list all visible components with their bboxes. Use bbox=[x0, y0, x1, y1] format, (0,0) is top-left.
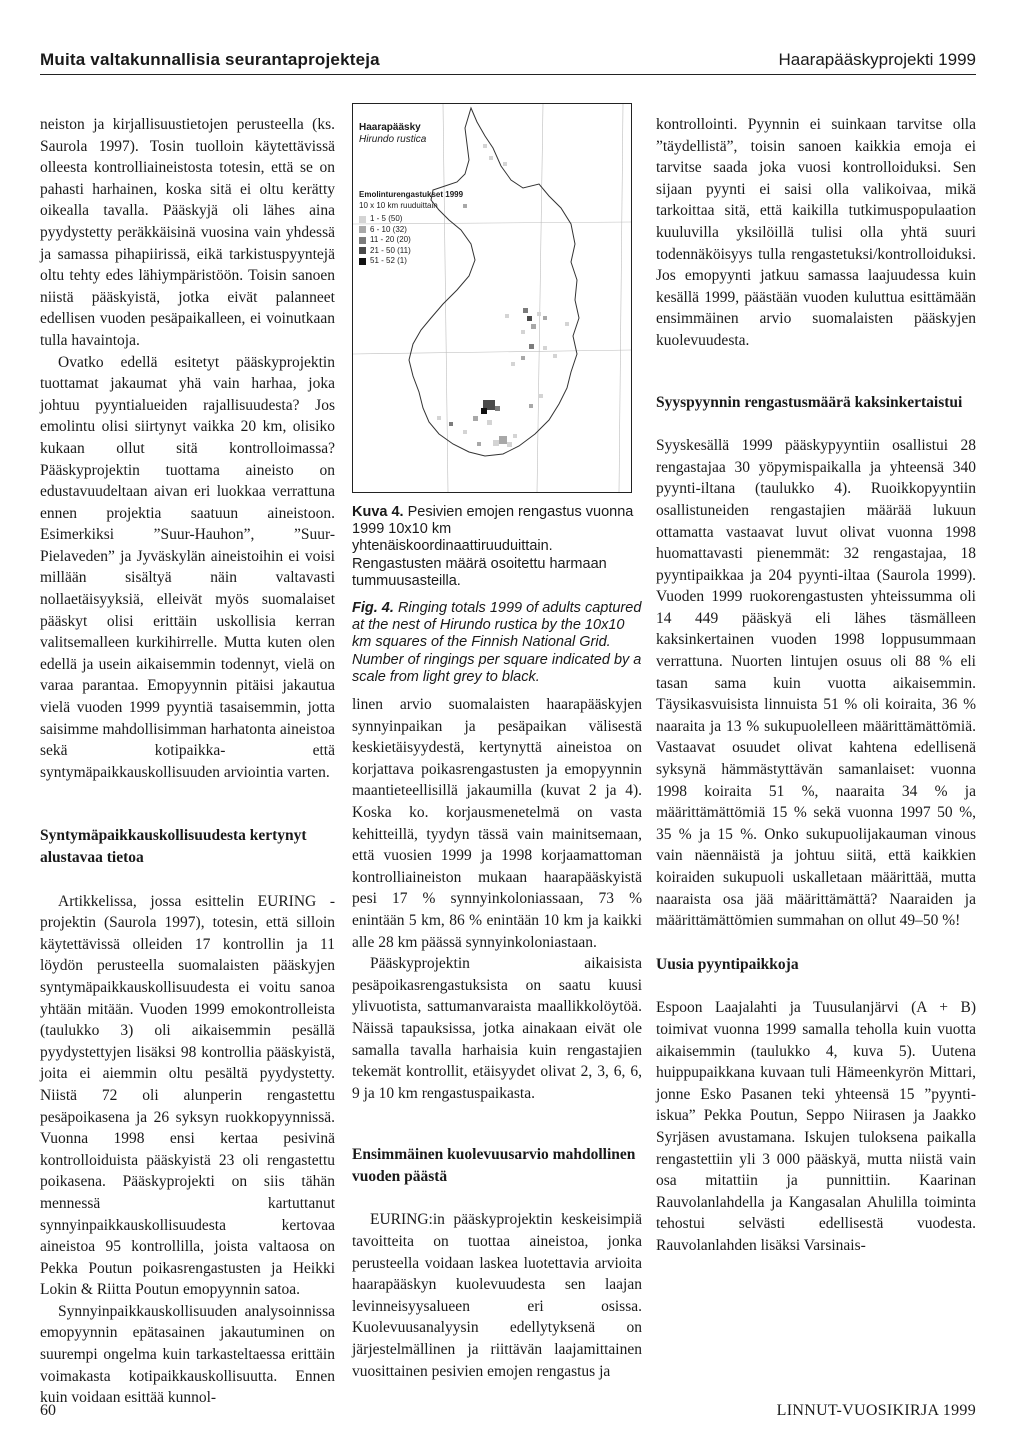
legend-label: 6 - 10 (32) bbox=[370, 224, 407, 234]
paragraph: kontrollointi. Pyynnin ei suinkaan tarvitse olla ”täydellistä”, toisin sanoen kaikkia emoja ei tarvitse saada joka vuosi kontrolloiduksi. Sen sijaan pyynti ei saisi olla valikoivaa, mikä tarkoittaa sitä, että kaikilla tutkimuspopulaation kuuluvilla yksilöillä tulisi olla yhtä suuri todennäköisyys tulla rengastetuksi/kontrolloiduksi. Jos emopyynti jatkuu samassa laajuudessa kuin kesällä 1999, päästään vuoden kuluttua esittämään ensimmäinen arvio suomalaisten pääskyjen kuolevuudesta. bbox=[656, 116, 976, 349]
legend-swatch bbox=[359, 226, 366, 233]
map-species: Hirundo rustica bbox=[359, 134, 427, 145]
caption-english: Fig. 4. Ringing totals 1999 of adults captured at the nest of Hirundo rustica by the 10x10 km squares of the Finnish National Grid. Number of ringings per square indicated by a scale from light grey to black. bbox=[352, 600, 642, 685]
paragraph: Ovatko edellä esitetyt pääskyprojektin tuottamat jakaumat yhä vain harhaa, joka johtuu pyyntialueiden rajallisuudesta? Jos emolintu olisi siirtynyt vaikka 20 km, olisiko kukaan ollut sitä kontrolloimassa? Pääskyprojektin tuottama aineisto on edustavuudeltaan aivan eri luokkaa verrattuna ennen projektia saatuun aineistoon. Esimerkiksi ”Suur-Hauhon”, ”Suur-Pielaveden” ja Jyväskylän aineistoihin ei voisi millään sisältyä näin valtavasti nollaetäisyyksiä, elleivät myös suomalaiset pääskyt olisi erittäin uskollisia kerran valitsemalleen kurkihirrelle. Mutta kuten olen edellä ja usein aikaisemmin todennyt, vielä on varaa parantaa. Emopyynnin pitäisi jakautua vielä vuoden 1999 pyyntiä tasaisemmin, jotta saisimme mahdollisimman harhatonta aineistoa sekä kotipaikka- että syntymäpaikkauskollisuuden arviointia varten. bbox=[40, 353, 335, 781]
legend-label: 51 - 52 (1) bbox=[370, 256, 407, 265]
legend-label: 1 - 5 (50) bbox=[370, 214, 403, 223]
legend-title: Emolinturengastukset 1999 bbox=[359, 190, 464, 199]
section-heading: Syntymäpaikkauskollisuudesta kertynyt alustavaa tietoa bbox=[40, 827, 307, 866]
left-column bbox=[40, 114, 335, 1409]
legend-item bbox=[359, 214, 463, 225]
map-legend bbox=[359, 190, 463, 267]
paragraph: EURING:in pääskyprojektin keskeisimpiä tavoitteita on tuottaa aineistoa, jonka perusteella voidaan laskea luotettavia arvioita haarapääskyn kuolevuudesta sen laajan levinneisyysalueen eri osissa. Kuolevuusanalyysin edellytyksenä on järjestelmällinen ja riittävän laajamittainen vuosittainen pesivien emojen rengastus ja bbox=[352, 1211, 642, 1380]
paragraph: Pääskyprojektin aikaisista pesäpoikasrengastuksista on saatu kuusi ylivuotista, sattumanvaraista maallikkolöytöä. Näissä tapauksissa, jotka ainakaan eivät ole samalla tavalla harhaisia kuin rengastajien tekemät kontrollit, etäisyydet olivat 2, 3, 6, 6, 9 ja 10 km rengastuspaikasta. bbox=[352, 955, 642, 1102]
header-rule bbox=[40, 74, 976, 75]
paragraph: Synnyinpaikkauskollisuuden analysoinnissa emopyynnin epätasainen jakautuminen on suurempi ongelma kuin tarkasteltaessa erittäin voimakasta kotipaikkauskollisuutta. Ennen kuin voidaan esittää kunnol- bbox=[40, 1302, 335, 1407]
legend-item bbox=[359, 225, 463, 236]
middle-column bbox=[352, 694, 642, 1382]
caption-finnish: Kuva 4. Pesivien emojen rengastus vuonna 1999 10x10 km yhtenäiskoordinaattiruuduittain. Rengastusten määrä osoitettu harmaan tummuusasteilla. bbox=[352, 504, 634, 589]
legend-item bbox=[359, 256, 463, 267]
paragraph: Artikkelissa, jossa esittelin EURING -projektin (Saurola 1997), totesin, että silloin käytettävissä olleiden 17 kontrollin ja 11 löydön perusteella suomalaisten pääskyjen syntymäpaikkauskollisuudesta ei voitu sanoa yhtään mitään. Vuoden 1999 emokontrolleista (taulukko 3) oli aikaisemmin pesällä pyydystettyjen lisäksi 98 kontrollia pääskyistä, joita ei aiemmin oltu pesältä pyydystetty. Niistä 72 oli alunperin rengastettu pesäpoikasena ja 26 syksyn ruokkopyynnissä. Vuonna 1998 ensi kertaa pesivinä kontrolloiduista pääskyistä 23 oli rengastettu poikasena. Pääskyprojekti on siis tähän mennessä kartuttanut synnyinpaikkauskollisuudesta kertovaa aineistoa 95 kontrollilla, joista valtaosa on Pekka Poutun poikasrengastusten ja Heikki Lokin & Riitta Poutun emopyynnin satoa. bbox=[40, 892, 335, 1299]
legend-item bbox=[359, 246, 463, 257]
paragraph: Espoon Laajalahti ja Tuusulanjärvi (A + B) toimivat vuonna 1999 samalla teholla kuin vuotta aikaisemmin (taulukko 4, kuva 5). Uutena huippupaikkana kuvaan tuli Hämeenkyrön Mittari, jonne Esko Pasanen teki yhteensä 15 ”pyynti-iskua” Pekka Poutun, Seppo Niirasen ja Jaakko Syrjäsen avustamana. Iskujen tuloksena paikalla rengastettiin yli 3 000 pääskyä, mutta niistä vain osa mitattiin ja punnittiin. Kaarinan Rauvolanlahdella ja Kangasalan Ahulilla toiminta tehostui selvästi edellisestä vuodesta. Rauvolanlahden lisäksi Varsinais- bbox=[656, 999, 976, 1254]
right-column bbox=[656, 114, 976, 1257]
figure-caption bbox=[352, 504, 642, 696]
legend-swatch bbox=[359, 216, 366, 223]
finland-grid-map bbox=[353, 104, 631, 492]
paragraph: linen arvio suomalaisten haarapääskyjen synnyinpaikan ja pesäpaikan välisestä keskietäisyydestä, kertynyttä aineistoa on korjattava poikasrengastusten ja emopyynnin maantieteellisillä jakaumilla (kuvat 2 ja 4). Koska ko. korjausmenetelmä on vasta kehitteillä, tyydyn tässä vain mainitsemaan, että vuosien 1999 ja 1998 korjaamattoman kontrolliaineiston mukaan haarapääskyistä pesi 17 % synnyinkoloniassaan, 73 % enintään 5 km, 86 % enintään 10 km ja kaikki alle 28 km päässä synnyinkoloniastaan. bbox=[352, 696, 642, 951]
page-number: 60 bbox=[40, 1402, 56, 1419]
journal-name: LINNUT-VUOSIKIRJA 1999 bbox=[776, 1402, 976, 1419]
legend-swatch bbox=[359, 247, 366, 254]
legend-subtitle: 10 x 10 km ruuduittain bbox=[359, 200, 438, 210]
ringing-map-figure bbox=[352, 103, 632, 493]
paragraph: Syyskesällä 1999 pääskypyyntiin osallistui 28 rengastajaa 30 yöpymispaikalla ja yhteensä 340 pyynti-iltana (taulukko 4). Ruoikkopyyntiin osallistuneiden rengastajien määrää lukuun ottamatta vastaavat luvut olivat vuonna 1998 huomattavasti pienemmät: 32 rengastajaa, 18 pyyntipaikkaa ja 204 pyynti-iltaa (Saurola 1999). Vuoden 1999 ruokorengastusten yhteissumma oli 14 449 pääskyä eli lähes täsmälleen kaksinkertainen vuoden 1998 loppusummaan verrattuna. Nuorten lintujen osuus oli 88 % eli tasan sama kuin vuotta aikaisemmin. Täysikasvuisista linnuista 51 % oli koiraita, 36 % naaraita ja 13 % sukupuolelleen määrittämättömiä. Vastaavat osuudet olivat kahtena edellisenä syksynä hämmästyttävän samanlaiset: vuonna 1998 koiraita 51 %, naaraita 34 % ja määrittämättömiä 15 % sekä vuonna 1997 50 %, 35 % ja 15 %. Onko sukupuolijakauman vinous vain näennäistä ja johtuu siitä, että kaikkien koiraiden sukupuoli uskalletaan määrittää, mutta naaraista osa jää määrittämättä? Naaraiden ja määrittämättömien summahan on ollut 49–50 %! bbox=[656, 437, 976, 930]
legend-label: 11 - 20 (20) bbox=[370, 235, 411, 244]
running-header-left: Muita valtakunnallisia seurantaprojekteja bbox=[40, 50, 380, 69]
legend-swatch bbox=[359, 237, 366, 244]
legend-item bbox=[359, 235, 463, 246]
legend-swatch bbox=[359, 258, 366, 265]
section-heading: Ensimmäinen kuolevuusarvio mahdollinen vuoden päästä bbox=[352, 1146, 636, 1185]
legend-label: 21 - 50 (11) bbox=[370, 245, 411, 255]
paragraph: neiston ja kirjallisuustietojen perusteella (ks. Saurola 1997). Tosin tuolloin käytettävissä olleesta kontrolliaineistosta totesin, että se on pahasti harhainen, koska sitä ei oltu kerätty oikealla tavalla. Pääskyjä oli lähes aina pyydystetty peräkkäisinä vuosina vain yhdessä ja samassa pihapiirissä, eikä tarkistuspyyntejä oltu tehty edes lähiympäristöön. Toisin sanoen niistä pääskyistä, jotka eivät palanneet edellisen vuoden pesäpaikalleen, ei voinutkaan tulla havaintoja. bbox=[40, 116, 335, 349]
section-heading: Syyspyynnin rengastusmäärä kaksinkertaistui bbox=[656, 393, 963, 411]
map-title: Haarapääsky Hirundo rustica bbox=[359, 122, 427, 145]
section-heading: Uusia pyyntipaikkoja bbox=[656, 955, 799, 973]
running-header-right: Haarapääskyprojekti 1999 bbox=[778, 50, 976, 69]
